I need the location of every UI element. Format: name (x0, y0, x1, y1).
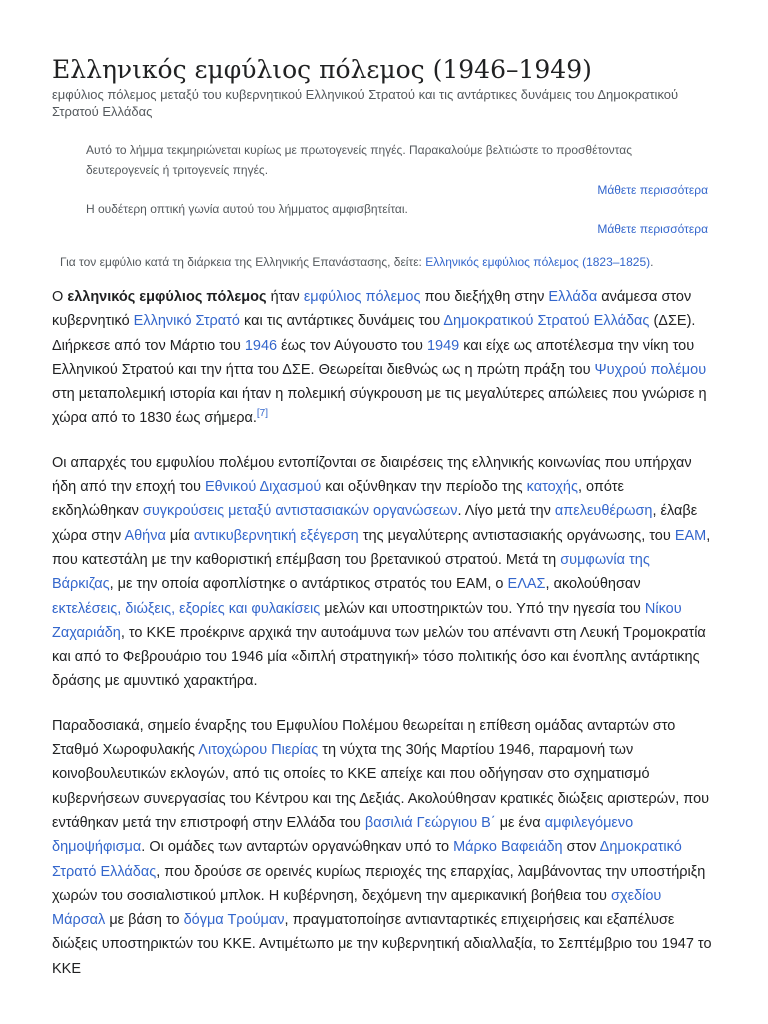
hatnote-link[interactable]: Ελληνικός εμφύλιος πόλεμος (1823–1825) (425, 255, 651, 269)
notice-text: Η ουδέτερη οπτική γωνία αυτού του λήμματος αμφισβητείται. (86, 202, 408, 216)
wiki-link[interactable]: Ελλάδα (548, 289, 598, 305)
wiki-link[interactable]: εκτελέσεις, διώξεις, εξορίες και φυλακίσεις (52, 600, 321, 617)
wiki-link[interactable]: Δημοκρατικού Στρατού Ελλάδας (443, 313, 650, 330)
paragraph (52, 714, 712, 981)
wiki-link[interactable]: Ψυχρού πολέμου (594, 361, 707, 378)
text-run: στη μεταπολεμική ιστορία και ήταν η πολεμική σύγκρουση με τις μεγαλύτερες απώλειες που γνώρισε η χώρα από το 1830 έως σήμερα. (52, 386, 707, 427)
text-run: . Οι ομάδες των ανταρτών οργανώθηκαν υπό το (141, 839, 454, 856)
paragraph (52, 285, 712, 431)
text-run: Ο (52, 289, 68, 305)
text-run: μία (165, 527, 194, 544)
wiki-link[interactable]: σχεδίου Μάρσαλ (52, 887, 662, 929)
wiki-link[interactable]: αμφιλεγόμενο δημοψήφισμα (52, 814, 634, 856)
learn-more-link[interactable]: Μάθετε περισσότερα (597, 222, 708, 236)
notice-text: Αυτό το λήμμα τεκμηριώνεται κυρίως με πρωτογενείς πηγές. Παρακαλούμε βελτιώστε το προσθέτοντας δευτερογενείς ή τριτογενείς πηγές. (86, 143, 632, 177)
paragraph (52, 451, 712, 694)
text-run: , που κατεστάλη με την καθοριστική επέμβαση του βρετανικού στρατού. Μετά τη (52, 527, 711, 568)
text-run: έως τον Αύγουστο του (277, 337, 427, 354)
wiki-link[interactable]: απελευθέρωση (554, 503, 653, 520)
neutrality-notice (86, 199, 708, 239)
text-run: (ΔΣΕ). Διήρκεσε από τον Μάρτιο του (52, 313, 696, 354)
text-run: που διεξήχθη στην (420, 289, 549, 305)
wiki-link[interactable]: ΕΛΑΣ (507, 576, 546, 593)
wiki-link[interactable]: Εθνικού Διχασμού (204, 479, 322, 496)
text-run: Παραδοσιακά, σημείο έναρξης του Εμφυλίου Πολέμου θεωρείται η επίθεση ομάδας ανταρτών στο Σταθμό Χωροφυλακής (52, 717, 676, 759)
text-run: . Λίγο μετά την (457, 503, 555, 520)
text-run: , έλαβε χώρα στην (52, 503, 698, 544)
text-run: μελών και υποστηρικτών του. Υπό την ηγεσία του (320, 600, 645, 617)
page-title: Ελληνικός εμφύλιος πόλεμος (1946–1949) (52, 55, 592, 84)
wiki-link[interactable]: εμφύλιος πόλεμος (303, 289, 421, 305)
text-run: , που δρούσε σε ορεινές κυρίως περιοχές της επαρχίας, λαμβάνοντας την υποστήριξη χωρών του σοσιαλιστικού μπλοκ. Η κυβέρνηση, δεχόμενη την αμερικανική βοήθεια του (52, 863, 706, 904)
wiki-link[interactable]: Λιτοχώρου Πιερίας (198, 742, 319, 759)
wiki-link[interactable]: κατοχής (526, 479, 578, 496)
text-run: στον (562, 839, 600, 856)
wiki-link[interactable]: Αθήνα (124, 527, 166, 544)
wiki-link[interactable]: συμφωνία της Βάρκιζας (52, 551, 650, 593)
text-run: , ακολούθησαν (545, 576, 641, 593)
text-run: και είχε ως αποτέλεσμα την νίκη του Ελληνικού Στρατού και την ήττα του ΔΣΕ. Θεωρείται διεθνώς ως η πρώτη πράξη του (52, 337, 695, 378)
text-run: και τις αντάρτικες δυνάμεις του (239, 313, 444, 330)
text-run: ήταν (266, 289, 304, 305)
hatnote-end: . (650, 255, 654, 269)
wiki-link[interactable]: βασιλιά Γεώργιου Β΄ (364, 814, 496, 831)
wiki-link[interactable]: ΕΑΜ (674, 527, 707, 544)
text-run: , πραγματοποίησε αντιανταρτικές επιχειρήσεις και εξαπέλυσε διώξεις υποστηρικτών του ΚΚΕ. Αντιμέτωπο με την κυβερνητική αδιαλλαξία, το Σεπτέμβριο του 1947 το ΚΚΕ (52, 912, 712, 977)
article-body (52, 285, 712, 1001)
reference-link[interactable]: [7] (256, 408, 269, 420)
hatnote (60, 253, 720, 271)
text-run: , το ΚΚΕ προέκρινε αρχικά την αυτοάμυνα των μελών του απέναντι στη Λευκή Τρομοκρατία και από το Φεβρουάριο του 1946 μία «διπλή στρατηγική» τόσο πολιτικής όσο και ένοπλης αντάρτικης δράσης με αμυντικό χαρακτήρα. (52, 624, 706, 690)
text-run: της μεγαλύτερης αντιστασιακής οργάνωσης, του (358, 527, 675, 544)
wiki-link[interactable]: 1949 (426, 337, 460, 354)
hatnote-text: Για τον εμφύλιο κατά τη διάρκεια της Ελληνικής Επανάστασης, δείτε: (60, 255, 426, 269)
primary-sources-notice (86, 140, 708, 200)
wiki-link[interactable]: συγκρούσεις μεταξύ αντιστασιακών οργανώσεων (142, 503, 458, 520)
text-run: με ένα (495, 814, 545, 831)
wiki-link[interactable]: Νίκου Ζαχαριάδη (52, 600, 682, 641)
wiki-link[interactable]: αντικυβερνητική εξέγερση (193, 527, 359, 544)
wiki-link[interactable]: Δημοκρατικό Στρατό Ελλάδας (52, 839, 682, 880)
wiki-link[interactable]: Ελληνικό Στρατό (133, 313, 240, 330)
bold-term: ελληνικός εμφύλιος πόλεμος (67, 289, 267, 305)
text-run: τη νύχτα της 30ής Μαρτίου 1946, παραμονή των κοινοβουλευτικών εκλογών, από τις οποίες το ΚΚΕ απείχε και που οδήγησαν στο σχηματισμό κυβερνήσεων συνεργασίας του Κέντρου και της Δεξιάς. Ακολούθησαν κρατικές διώξεις αριστερών, που εντάθηκαν μετά την επιστροφή στην Ελλάδα του (52, 742, 710, 831)
wiki-link[interactable]: δόγμα Τρούμαν (183, 912, 285, 929)
page-subtitle: εμφύλιος πόλεμος μεταξύ του κυβερνητικού Ελληνικού Στρατού και τις αντάρτικες δυνάμεις του Δημοκρατικού Στρατού Ελλάδας (52, 87, 679, 119)
citation (257, 409, 268, 420)
learn-more-link[interactable]: Μάθετε περισσότερα (597, 183, 708, 197)
text-run: με βάση το (105, 912, 184, 929)
wiki-link[interactable]: 1946 (244, 337, 278, 354)
text-run: , με την οποία αφοπλίστηκε ο αντάρτικος στρατός του ΕΑΜ, ο (109, 576, 508, 593)
text-run: , οπότε εκδηλώθηκαν (52, 479, 624, 520)
wiki-link[interactable]: Μάρκο Βαφειάδη (453, 839, 563, 856)
text-run: Οι απαρχές του εμφυλίου πολέμου εντοπίζονται σε διαιρέσεις της ελληνικής κοινωνίας που υπήρχαν ήδη από την εποχή του (52, 454, 692, 496)
text-run: ανάμεσα στον κυβερνητικό (52, 289, 692, 330)
text-run: και οξύνθηκαν την περίοδο της (321, 479, 527, 496)
